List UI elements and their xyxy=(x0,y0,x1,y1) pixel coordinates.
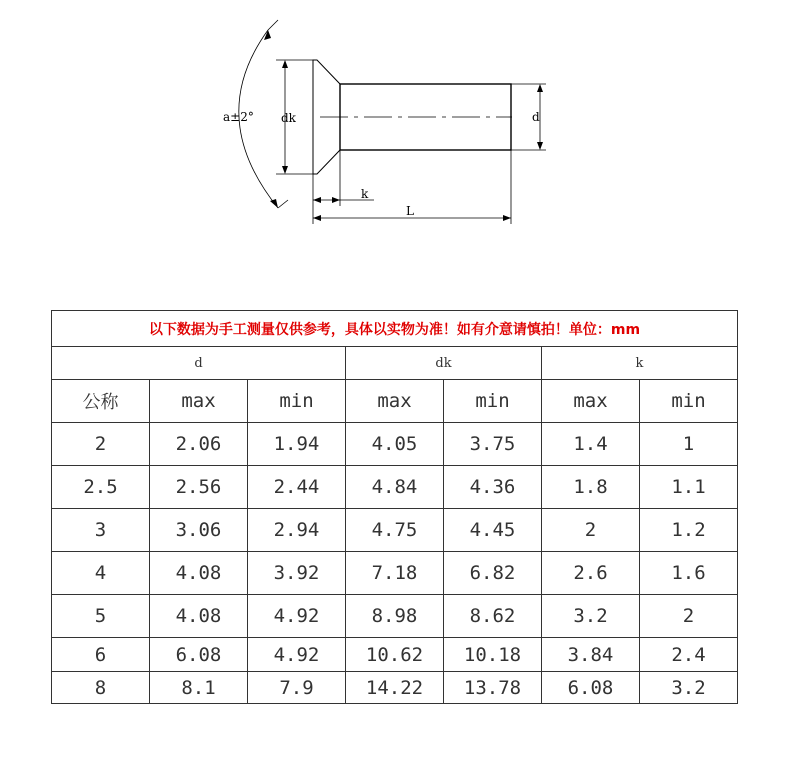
cell-k-max: 1.8 xyxy=(542,466,640,509)
cell-dk-max: 8.98 xyxy=(346,595,444,638)
cell-nominal: 6 xyxy=(52,638,150,672)
subheader-d-min: min xyxy=(248,380,346,423)
cell-k-min: 2 xyxy=(640,595,738,638)
table-row xyxy=(52,595,738,638)
subheader-d-max: max xyxy=(150,380,248,423)
cell-d-min: 4.92 xyxy=(248,595,346,638)
cell-dk-min: 4.45 xyxy=(444,509,542,552)
table-row xyxy=(52,466,738,509)
cell-nominal: 3 xyxy=(52,509,150,552)
cell-dk-min: 6.82 xyxy=(444,552,542,595)
subheader-k-max: max xyxy=(542,380,640,423)
cell-dk-min: 10.18 xyxy=(444,638,542,672)
cell-nominal: 8 xyxy=(52,672,150,704)
spec-table xyxy=(51,310,738,704)
cell-nominal: 2.5 xyxy=(52,466,150,509)
cell-k-max: 6.08 xyxy=(542,672,640,704)
cell-dk-max: 4.05 xyxy=(346,423,444,466)
cell-d-max: 4.08 xyxy=(150,552,248,595)
table-row xyxy=(52,423,738,466)
cell-k-min: 1.2 xyxy=(640,509,738,552)
subheader-nominal: 公称 xyxy=(52,380,150,423)
cell-k-min: 2.4 xyxy=(640,638,738,672)
cell-d-max: 4.08 xyxy=(150,595,248,638)
k-label: k xyxy=(361,187,369,201)
subheader-dk-min: min xyxy=(444,380,542,423)
subheader-dk-max: max xyxy=(346,380,444,423)
cell-d-max: 6.08 xyxy=(150,638,248,672)
cell-nominal: 4 xyxy=(52,552,150,595)
group-header-dk: dk xyxy=(346,347,542,380)
cell-dk-min: 8.62 xyxy=(444,595,542,638)
cell-d-min: 3.92 xyxy=(248,552,346,595)
group-header-k: k xyxy=(542,347,738,380)
cell-k-max: 1.4 xyxy=(542,423,640,466)
table-body xyxy=(52,423,738,704)
cell-k-max: 2.6 xyxy=(542,552,640,595)
cell-dk-min: 4.36 xyxy=(444,466,542,509)
cell-nominal: 2 xyxy=(52,423,150,466)
cell-d-max: 8.1 xyxy=(150,672,248,704)
cell-k-max: 3.2 xyxy=(542,595,640,638)
cell-k-min: 1.1 xyxy=(640,466,738,509)
dk-label: dk xyxy=(281,111,296,125)
cell-d-min: 4.92 xyxy=(248,638,346,672)
table-row xyxy=(52,552,738,595)
cell-d-max: 3.06 xyxy=(150,509,248,552)
cell-dk-max: 7.18 xyxy=(346,552,444,595)
cell-d-min: 2.94 xyxy=(248,509,346,552)
L-label: L xyxy=(406,204,414,218)
cell-d-min: 7.9 xyxy=(248,672,346,704)
table-row xyxy=(52,638,738,672)
cell-k-min: 3.2 xyxy=(640,672,738,704)
rivet-dimension-diagram xyxy=(0,0,790,240)
cell-dk-max: 14.22 xyxy=(346,672,444,704)
d-label: d xyxy=(532,110,540,124)
cell-dk-min: 3.75 xyxy=(444,423,542,466)
cell-dk-max: 10.62 xyxy=(346,638,444,672)
cell-k-min: 1.6 xyxy=(640,552,738,595)
angle-label: a±2° xyxy=(223,110,254,124)
cell-k-max: 3.84 xyxy=(542,638,640,672)
group-header-d: d xyxy=(52,347,346,380)
table-note: 以下数据为手工测量仅供参考，具体以实物为准！如有介意请慎拍！单位：mm xyxy=(52,311,738,347)
cell-d-min: 1.94 xyxy=(248,423,346,466)
cell-d-max: 2.56 xyxy=(150,466,248,509)
cell-dk-min: 13.78 xyxy=(444,672,542,704)
cell-nominal: 5 xyxy=(52,595,150,638)
cell-k-min: 1 xyxy=(640,423,738,466)
table-row xyxy=(52,509,738,552)
subheader-k-min: min xyxy=(640,380,738,423)
cell-dk-max: 4.84 xyxy=(346,466,444,509)
cell-d-min: 2.44 xyxy=(248,466,346,509)
table-row xyxy=(52,672,738,704)
cell-dk-max: 4.75 xyxy=(346,509,444,552)
cell-k-max: 2 xyxy=(542,509,640,552)
cell-d-max: 2.06 xyxy=(150,423,248,466)
